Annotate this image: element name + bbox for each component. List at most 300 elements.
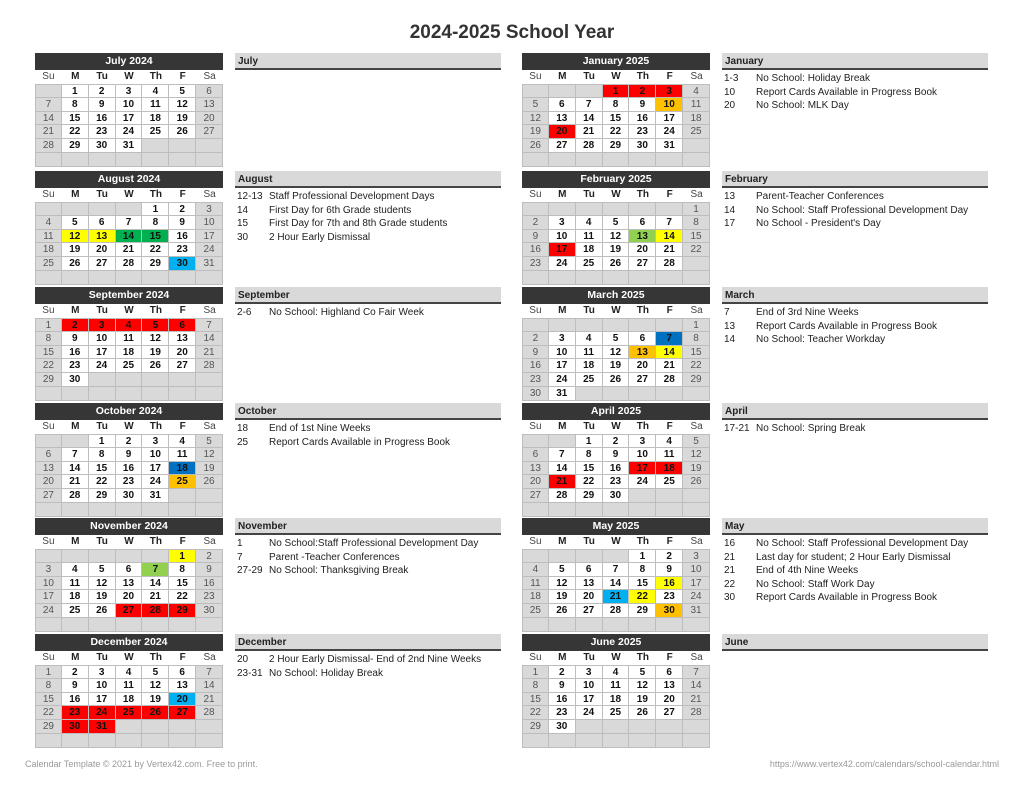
day-cell[interactable]: 16 bbox=[522, 359, 549, 373]
day-cell[interactable]: 10 bbox=[629, 448, 656, 462]
day-cell[interactable]: 1 bbox=[683, 318, 710, 332]
day-cell[interactable]: 11 bbox=[576, 230, 603, 244]
day-cell[interactable]: 11 bbox=[116, 332, 143, 346]
day-cell[interactable]: 28 bbox=[576, 139, 603, 153]
day-cell[interactable]: 12 bbox=[603, 346, 630, 360]
day-cell-highlighted[interactable]: 23 bbox=[62, 706, 89, 720]
day-cell[interactable]: 28 bbox=[656, 257, 683, 271]
day-cell[interactable]: 3 bbox=[629, 434, 656, 448]
day-cell[interactable]: 23 bbox=[89, 125, 116, 139]
day-cell[interactable]: 21 bbox=[35, 125, 62, 139]
day-cell[interactable]: 21 bbox=[656, 243, 683, 257]
day-cell[interactable]: 8 bbox=[35, 679, 62, 693]
day-cell[interactable]: 7 bbox=[576, 98, 603, 112]
day-cell[interactable]: 6 bbox=[196, 84, 223, 98]
day-cell-highlighted[interactable]: 25 bbox=[116, 706, 143, 720]
day-cell[interactable]: 24 bbox=[116, 125, 143, 139]
day-cell[interactable]: 20 bbox=[35, 475, 62, 489]
day-cell[interactable]: 25 bbox=[603, 706, 630, 720]
day-cell[interactable]: 12 bbox=[629, 679, 656, 693]
day-cell[interactable]: 23 bbox=[603, 475, 630, 489]
day-cell[interactable]: 12 bbox=[142, 332, 169, 346]
day-cell-highlighted[interactable]: 27 bbox=[169, 706, 196, 720]
day-cell[interactable]: 8 bbox=[522, 679, 549, 693]
day-cell[interactable]: 21 bbox=[196, 693, 223, 707]
day-cell[interactable]: 15 bbox=[629, 577, 656, 591]
day-cell[interactable]: 15 bbox=[522, 693, 549, 707]
day-cell[interactable]: 7 bbox=[116, 216, 143, 230]
day-cell[interactable]: 26 bbox=[683, 475, 710, 489]
day-cell[interactable]: 5 bbox=[603, 216, 630, 230]
day-cell-highlighted[interactable]: 5 bbox=[142, 318, 169, 332]
day-cell[interactable]: 3 bbox=[35, 563, 62, 577]
day-cell[interactable]: 20 bbox=[169, 346, 196, 360]
day-cell-highlighted[interactable]: 26 bbox=[142, 706, 169, 720]
day-cell[interactable]: 17 bbox=[35, 590, 62, 604]
day-cell[interactable]: 28 bbox=[549, 489, 576, 503]
day-cell[interactable]: 28 bbox=[603, 604, 630, 618]
day-cell[interactable]: 19 bbox=[196, 462, 223, 476]
day-cell[interactable]: 9 bbox=[62, 332, 89, 346]
day-cell[interactable]: 26 bbox=[603, 373, 630, 387]
day-cell[interactable]: 17 bbox=[656, 112, 683, 126]
day-cell[interactable]: 9 bbox=[62, 679, 89, 693]
day-cell[interactable]: 8 bbox=[169, 563, 196, 577]
day-cell[interactable]: 24 bbox=[142, 475, 169, 489]
day-cell[interactable]: 16 bbox=[629, 112, 656, 126]
day-cell[interactable]: 26 bbox=[89, 604, 116, 618]
day-cell[interactable]: 11 bbox=[576, 346, 603, 360]
day-cell[interactable]: 23 bbox=[629, 125, 656, 139]
day-cell[interactable]: 10 bbox=[116, 98, 143, 112]
day-cell[interactable]: 3 bbox=[196, 202, 223, 216]
day-cell[interactable]: 6 bbox=[576, 563, 603, 577]
day-cell[interactable]: 1 bbox=[142, 202, 169, 216]
day-cell[interactable]: 11 bbox=[142, 98, 169, 112]
day-cell-highlighted[interactable]: 3 bbox=[89, 318, 116, 332]
day-cell[interactable]: 15 bbox=[683, 346, 710, 360]
day-cell[interactable]: 18 bbox=[603, 693, 630, 707]
day-cell[interactable]: 20 bbox=[629, 359, 656, 373]
day-cell[interactable]: 18 bbox=[576, 243, 603, 257]
day-cell[interactable]: 20 bbox=[116, 590, 143, 604]
day-cell[interactable]: 28 bbox=[683, 706, 710, 720]
day-cell[interactable]: 19 bbox=[522, 125, 549, 139]
day-cell[interactable]: 23 bbox=[62, 359, 89, 373]
day-cell[interactable]: 21 bbox=[683, 693, 710, 707]
day-cell[interactable]: 30 bbox=[196, 604, 223, 618]
day-cell-highlighted[interactable]: 16 bbox=[656, 577, 683, 591]
day-cell[interactable]: 1 bbox=[522, 665, 549, 679]
day-cell[interactable]: 18 bbox=[142, 112, 169, 126]
day-cell[interactable]: 5 bbox=[196, 434, 223, 448]
day-cell[interactable]: 21 bbox=[576, 125, 603, 139]
day-cell[interactable]: 19 bbox=[169, 112, 196, 126]
day-cell[interactable]: 29 bbox=[89, 489, 116, 503]
day-cell-highlighted[interactable]: 31 bbox=[89, 720, 116, 734]
day-cell[interactable]: 26 bbox=[169, 125, 196, 139]
day-cell[interactable]: 21 bbox=[62, 475, 89, 489]
day-cell[interactable]: 29 bbox=[142, 257, 169, 271]
day-cell[interactable]: 16 bbox=[549, 693, 576, 707]
day-cell-highlighted[interactable]: 21 bbox=[549, 475, 576, 489]
day-cell[interactable]: 26 bbox=[522, 139, 549, 153]
day-cell[interactable]: 13 bbox=[169, 679, 196, 693]
day-cell[interactable]: 2 bbox=[656, 549, 683, 563]
day-cell[interactable]: 12 bbox=[169, 98, 196, 112]
day-cell-highlighted[interactable]: 12 bbox=[62, 230, 89, 244]
day-cell[interactable]: 2 bbox=[522, 216, 549, 230]
day-cell[interactable]: 31 bbox=[683, 604, 710, 618]
day-cell[interactable]: 27 bbox=[629, 373, 656, 387]
day-cell[interactable]: 22 bbox=[169, 590, 196, 604]
day-cell[interactable]: 3 bbox=[116, 84, 143, 98]
day-cell[interactable]: 7 bbox=[62, 448, 89, 462]
day-cell[interactable]: 16 bbox=[116, 462, 143, 476]
day-cell[interactable]: 17 bbox=[549, 359, 576, 373]
day-cell[interactable]: 1 bbox=[576, 434, 603, 448]
day-cell[interactable]: 4 bbox=[576, 216, 603, 230]
day-cell[interactable]: 30 bbox=[549, 720, 576, 734]
day-cell[interactable]: 14 bbox=[549, 462, 576, 476]
day-cell[interactable]: 25 bbox=[576, 373, 603, 387]
day-cell[interactable]: 7 bbox=[35, 98, 62, 112]
day-cell[interactable]: 4 bbox=[576, 332, 603, 346]
day-cell[interactable]: 23 bbox=[549, 706, 576, 720]
day-cell[interactable]: 16 bbox=[62, 346, 89, 360]
day-cell[interactable]: 19 bbox=[683, 462, 710, 476]
day-cell[interactable]: 20 bbox=[576, 590, 603, 604]
day-cell[interactable]: 4 bbox=[62, 563, 89, 577]
day-cell-highlighted[interactable]: 24 bbox=[89, 706, 116, 720]
day-cell-highlighted[interactable]: 2 bbox=[629, 84, 656, 98]
day-cell[interactable]: 19 bbox=[62, 243, 89, 257]
day-cell[interactable]: 17 bbox=[116, 112, 143, 126]
day-cell[interactable]: 4 bbox=[116, 665, 143, 679]
day-cell[interactable]: 20 bbox=[89, 243, 116, 257]
day-cell[interactable]: 1 bbox=[35, 665, 62, 679]
day-cell-highlighted[interactable]: 17 bbox=[629, 462, 656, 476]
day-cell[interactable]: 12 bbox=[683, 448, 710, 462]
day-cell[interactable]: 17 bbox=[576, 693, 603, 707]
day-cell[interactable]: 15 bbox=[35, 346, 62, 360]
day-cell-highlighted[interactable]: 21 bbox=[603, 590, 630, 604]
day-cell[interactable]: 9 bbox=[656, 563, 683, 577]
day-cell[interactable]: 8 bbox=[629, 563, 656, 577]
day-cell[interactable]: 14 bbox=[576, 112, 603, 126]
day-cell[interactable]: 7 bbox=[549, 448, 576, 462]
day-cell-highlighted[interactable]: 6 bbox=[169, 318, 196, 332]
day-cell[interactable]: 10 bbox=[196, 216, 223, 230]
day-cell[interactable]: 31 bbox=[142, 489, 169, 503]
day-cell[interactable]: 18 bbox=[62, 590, 89, 604]
day-cell[interactable]: 29 bbox=[683, 373, 710, 387]
day-cell[interactable]: 5 bbox=[603, 332, 630, 346]
day-cell-highlighted[interactable]: 14 bbox=[656, 346, 683, 360]
day-cell[interactable]: 6 bbox=[629, 216, 656, 230]
day-cell-highlighted[interactable]: 18 bbox=[169, 462, 196, 476]
day-cell[interactable]: 4 bbox=[142, 84, 169, 98]
day-cell[interactable]: 28 bbox=[196, 706, 223, 720]
day-cell[interactable]: 24 bbox=[629, 475, 656, 489]
day-cell[interactable]: 5 bbox=[522, 98, 549, 112]
day-cell[interactable]: 19 bbox=[142, 693, 169, 707]
day-cell[interactable]: 31 bbox=[196, 257, 223, 271]
day-cell[interactable]: 30 bbox=[62, 373, 89, 387]
day-cell-highlighted[interactable]: 2 bbox=[62, 318, 89, 332]
day-cell[interactable]: 16 bbox=[89, 112, 116, 126]
footer-url[interactable]: https://www.vertex42.com/calendars/school-calendar.html bbox=[769, 759, 999, 769]
day-cell[interactable]: 22 bbox=[683, 243, 710, 257]
day-cell[interactable]: 25 bbox=[35, 257, 62, 271]
day-cell[interactable]: 24 bbox=[656, 125, 683, 139]
day-cell[interactable]: 26 bbox=[62, 257, 89, 271]
day-cell[interactable]: 6 bbox=[169, 665, 196, 679]
day-cell[interactable]: 2 bbox=[116, 434, 143, 448]
day-cell[interactable]: 3 bbox=[576, 665, 603, 679]
day-cell[interactable]: 18 bbox=[35, 243, 62, 257]
day-cell[interactable]: 24 bbox=[576, 706, 603, 720]
day-cell[interactable]: 25 bbox=[656, 475, 683, 489]
day-cell[interactable]: 22 bbox=[35, 706, 62, 720]
day-cell[interactable]: 11 bbox=[522, 577, 549, 591]
day-cell[interactable]: 11 bbox=[116, 679, 143, 693]
day-cell[interactable]: 3 bbox=[142, 434, 169, 448]
day-cell[interactable]: 4 bbox=[603, 665, 630, 679]
day-cell[interactable]: 29 bbox=[62, 139, 89, 153]
day-cell-highlighted[interactable]: 14 bbox=[116, 230, 143, 244]
day-cell[interactable]: 8 bbox=[683, 216, 710, 230]
day-cell[interactable]: 16 bbox=[522, 243, 549, 257]
day-cell[interactable]: 24 bbox=[196, 243, 223, 257]
day-cell[interactable]: 14 bbox=[62, 462, 89, 476]
day-cell-highlighted[interactable]: 10 bbox=[656, 98, 683, 112]
day-cell[interactable]: 14 bbox=[196, 679, 223, 693]
day-cell[interactable]: 10 bbox=[549, 230, 576, 244]
day-cell[interactable]: 6 bbox=[522, 448, 549, 462]
day-cell[interactable]: 28 bbox=[62, 489, 89, 503]
day-cell[interactable]: 15 bbox=[169, 577, 196, 591]
day-cell[interactable]: 27 bbox=[196, 125, 223, 139]
day-cell[interactable]: 19 bbox=[89, 590, 116, 604]
day-cell[interactable]: 30 bbox=[116, 489, 143, 503]
day-cell[interactable]: 25 bbox=[62, 604, 89, 618]
day-cell-highlighted[interactable]: 13 bbox=[89, 230, 116, 244]
day-cell[interactable]: 2 bbox=[62, 665, 89, 679]
day-cell[interactable]: 22 bbox=[603, 125, 630, 139]
day-cell[interactable]: 7 bbox=[656, 216, 683, 230]
day-cell[interactable]: 27 bbox=[522, 489, 549, 503]
day-cell-highlighted[interactable]: 3 bbox=[656, 84, 683, 98]
day-cell[interactable]: 22 bbox=[89, 475, 116, 489]
day-cell[interactable]: 13 bbox=[35, 462, 62, 476]
day-cell[interactable]: 5 bbox=[142, 665, 169, 679]
day-cell[interactable]: 2 bbox=[549, 665, 576, 679]
day-cell[interactable]: 14 bbox=[603, 577, 630, 591]
day-cell[interactable]: 4 bbox=[35, 216, 62, 230]
day-cell[interactable]: 13 bbox=[549, 112, 576, 126]
day-cell[interactable]: 13 bbox=[169, 332, 196, 346]
day-cell-highlighted[interactable]: 20 bbox=[549, 125, 576, 139]
day-cell[interactable]: 22 bbox=[576, 475, 603, 489]
day-cell-highlighted[interactable]: 14 bbox=[656, 230, 683, 244]
day-cell[interactable]: 28 bbox=[35, 139, 62, 153]
day-cell[interactable]: 13 bbox=[196, 98, 223, 112]
day-cell[interactable]: 24 bbox=[549, 257, 576, 271]
day-cell[interactable]: 27 bbox=[629, 257, 656, 271]
day-cell[interactable]: 19 bbox=[549, 590, 576, 604]
day-cell[interactable]: 17 bbox=[89, 346, 116, 360]
day-cell[interactable]: 23 bbox=[116, 475, 143, 489]
day-cell[interactable]: 22 bbox=[683, 359, 710, 373]
day-cell[interactable]: 10 bbox=[35, 577, 62, 591]
day-cell-highlighted[interactable]: 13 bbox=[629, 346, 656, 360]
day-cell[interactable]: 12 bbox=[522, 112, 549, 126]
day-cell[interactable]: 19 bbox=[629, 693, 656, 707]
day-cell[interactable]: 8 bbox=[683, 332, 710, 346]
day-cell[interactable]: 11 bbox=[169, 448, 196, 462]
day-cell[interactable]: 6 bbox=[35, 448, 62, 462]
day-cell[interactable]: 17 bbox=[683, 577, 710, 591]
day-cell-highlighted[interactable]: 1 bbox=[169, 549, 196, 563]
day-cell[interactable]: 9 bbox=[522, 230, 549, 244]
day-cell[interactable]: 7 bbox=[603, 563, 630, 577]
day-cell[interactable]: 27 bbox=[35, 489, 62, 503]
day-cell[interactable]: 13 bbox=[522, 462, 549, 476]
day-cell-highlighted[interactable]: 28 bbox=[142, 604, 169, 618]
day-cell[interactable]: 9 bbox=[89, 98, 116, 112]
day-cell[interactable]: 1 bbox=[89, 434, 116, 448]
day-cell[interactable]: 1 bbox=[35, 318, 62, 332]
day-cell-highlighted[interactable]: 1 bbox=[603, 84, 630, 98]
day-cell[interactable]: 25 bbox=[683, 125, 710, 139]
day-cell-highlighted[interactable]: 7 bbox=[142, 563, 169, 577]
day-cell[interactable]: 8 bbox=[576, 448, 603, 462]
day-cell[interactable]: 26 bbox=[603, 257, 630, 271]
day-cell-highlighted[interactable]: 7 bbox=[656, 332, 683, 346]
day-cell[interactable]: 18 bbox=[683, 112, 710, 126]
day-cell[interactable]: 21 bbox=[142, 590, 169, 604]
day-cell[interactable]: 7 bbox=[196, 665, 223, 679]
day-cell[interactable]: 29 bbox=[629, 604, 656, 618]
day-cell[interactable]: 1 bbox=[629, 549, 656, 563]
day-cell[interactable]: 30 bbox=[603, 489, 630, 503]
day-cell[interactable]: 28 bbox=[116, 257, 143, 271]
day-cell[interactable]: 28 bbox=[656, 373, 683, 387]
day-cell[interactable]: 23 bbox=[656, 590, 683, 604]
day-cell[interactable]: 16 bbox=[169, 230, 196, 244]
day-cell[interactable]: 21 bbox=[116, 243, 143, 257]
day-cell[interactable]: 15 bbox=[683, 230, 710, 244]
day-cell[interactable]: 3 bbox=[549, 216, 576, 230]
day-cell[interactable]: 11 bbox=[683, 98, 710, 112]
day-cell[interactable]: 24 bbox=[549, 373, 576, 387]
day-cell[interactable]: 19 bbox=[142, 346, 169, 360]
day-cell[interactable]: 15 bbox=[89, 462, 116, 476]
day-cell[interactable]: 10 bbox=[89, 332, 116, 346]
day-cell[interactable]: 29 bbox=[576, 489, 603, 503]
day-cell[interactable]: 9 bbox=[196, 563, 223, 577]
day-cell[interactable]: 5 bbox=[549, 563, 576, 577]
day-cell[interactable]: 27 bbox=[576, 604, 603, 618]
day-cell[interactable]: 20 bbox=[522, 475, 549, 489]
day-cell[interactable]: 9 bbox=[603, 448, 630, 462]
day-cell[interactable]: 4 bbox=[683, 84, 710, 98]
day-cell[interactable]: 2 bbox=[89, 84, 116, 98]
day-cell[interactable]: 10 bbox=[683, 563, 710, 577]
day-cell[interactable]: 12 bbox=[89, 577, 116, 591]
day-cell[interactable]: 14 bbox=[35, 112, 62, 126]
day-cell[interactable]: 9 bbox=[629, 98, 656, 112]
day-cell[interactable]: 3 bbox=[89, 665, 116, 679]
day-cell[interactable]: 25 bbox=[116, 359, 143, 373]
day-cell[interactable]: 20 bbox=[656, 693, 683, 707]
day-cell[interactable]: 27 bbox=[89, 257, 116, 271]
day-cell[interactable]: 25 bbox=[522, 604, 549, 618]
day-cell[interactable]: 9 bbox=[522, 346, 549, 360]
day-cell[interactable]: 26 bbox=[196, 475, 223, 489]
day-cell[interactable]: 27 bbox=[549, 139, 576, 153]
day-cell[interactable]: 27 bbox=[656, 706, 683, 720]
day-cell[interactable]: 10 bbox=[89, 679, 116, 693]
day-cell-highlighted[interactable]: 20 bbox=[169, 693, 196, 707]
day-cell[interactable]: 11 bbox=[62, 577, 89, 591]
day-cell[interactable]: 11 bbox=[656, 448, 683, 462]
day-cell[interactable]: 22 bbox=[35, 359, 62, 373]
day-cell[interactable]: 8 bbox=[142, 216, 169, 230]
day-cell[interactable]: 20 bbox=[629, 243, 656, 257]
day-cell[interactable]: 10 bbox=[549, 346, 576, 360]
day-cell[interactable]: 14 bbox=[142, 577, 169, 591]
day-cell[interactable]: 8 bbox=[89, 448, 116, 462]
day-cell[interactable]: 15 bbox=[603, 112, 630, 126]
day-cell[interactable]: 25 bbox=[576, 257, 603, 271]
day-cell[interactable]: 9 bbox=[169, 216, 196, 230]
day-cell[interactable]: 8 bbox=[603, 98, 630, 112]
day-cell[interactable]: 29 bbox=[35, 720, 62, 734]
day-cell[interactable]: 26 bbox=[629, 706, 656, 720]
day-cell-highlighted[interactable]: 25 bbox=[169, 475, 196, 489]
day-cell[interactable]: 17 bbox=[196, 230, 223, 244]
day-cell[interactable]: 24 bbox=[683, 590, 710, 604]
day-cell[interactable]: 29 bbox=[35, 373, 62, 387]
day-cell[interactable]: 14 bbox=[683, 679, 710, 693]
day-cell[interactable]: 6 bbox=[116, 563, 143, 577]
day-cell[interactable]: 18 bbox=[116, 693, 143, 707]
day-cell[interactable]: 1 bbox=[62, 84, 89, 98]
day-cell[interactable]: 31 bbox=[116, 139, 143, 153]
day-cell[interactable]: 12 bbox=[603, 230, 630, 244]
day-cell[interactable]: 15 bbox=[576, 462, 603, 476]
day-cell[interactable]: 12 bbox=[142, 679, 169, 693]
day-cell[interactable]: 18 bbox=[116, 346, 143, 360]
day-cell[interactable]: 12 bbox=[549, 577, 576, 591]
day-cell[interactable]: 26 bbox=[549, 604, 576, 618]
day-cell[interactable]: 4 bbox=[656, 434, 683, 448]
day-cell[interactable]: 10 bbox=[142, 448, 169, 462]
day-cell[interactable]: 11 bbox=[603, 679, 630, 693]
day-cell[interactable]: 24 bbox=[89, 359, 116, 373]
day-cell[interactable]: 13 bbox=[116, 577, 143, 591]
day-cell[interactable]: 11 bbox=[35, 230, 62, 244]
day-cell[interactable]: 18 bbox=[576, 359, 603, 373]
day-cell[interactable]: 2 bbox=[196, 549, 223, 563]
day-cell[interactable]: 6 bbox=[629, 332, 656, 346]
day-cell[interactable]: 22 bbox=[142, 243, 169, 257]
day-cell[interactable]: 5 bbox=[629, 665, 656, 679]
day-cell[interactable]: 18 bbox=[522, 590, 549, 604]
day-cell[interactable]: 30 bbox=[629, 139, 656, 153]
